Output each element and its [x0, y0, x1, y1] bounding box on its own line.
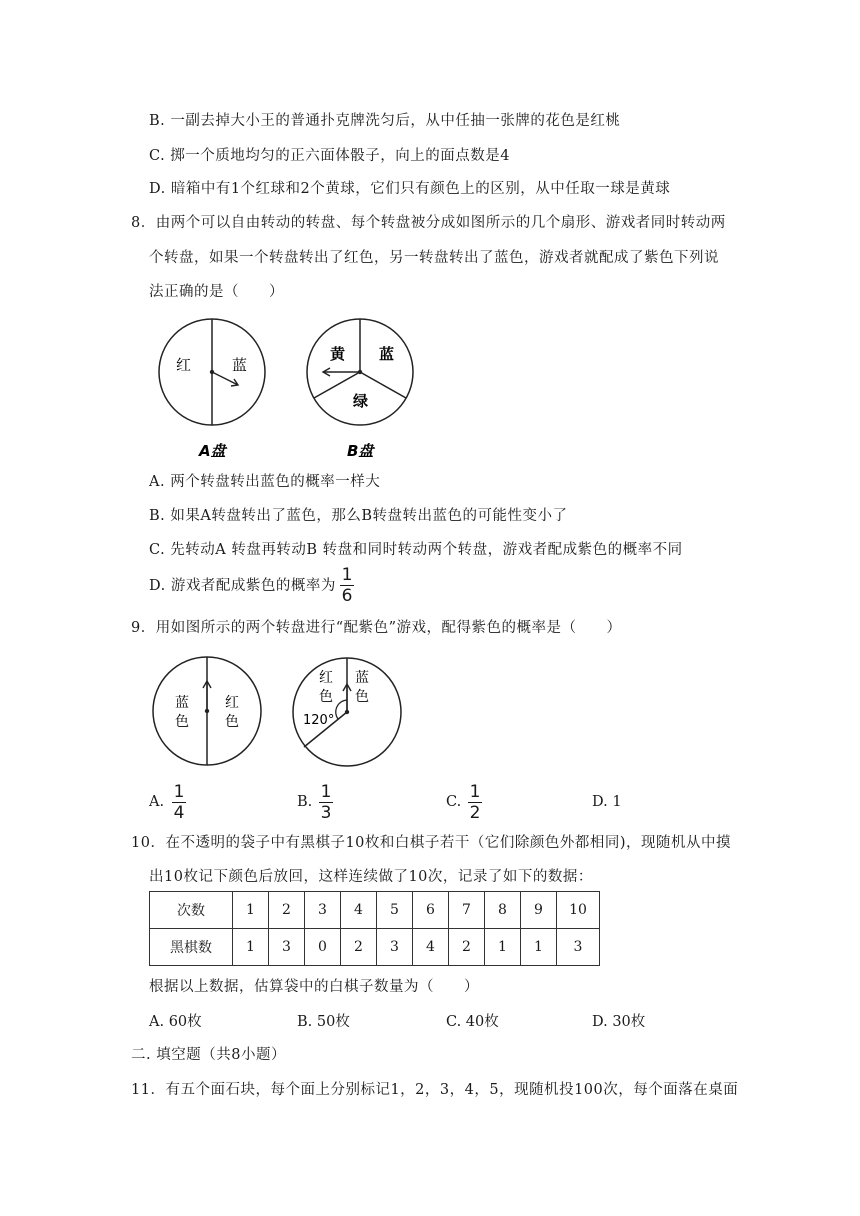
table-cell: 6 — [413, 892, 449, 929]
q8-option-d-fraction — [340, 566, 354, 605]
q10-stem-line1: 10．在不透明的袋子中有黑棋子10枚和白棋子若干（它们除颜色外都相同)，现随机从中摸 — [131, 835, 732, 851]
table-cell: 4 — [413, 929, 449, 966]
table-cell: 3 — [557, 929, 600, 966]
q9-option-c-fraction — [468, 783, 482, 822]
spinner-b-svg — [303, 312, 423, 462]
table-cell: 2 — [341, 929, 377, 966]
q8-stem-line1: 8．由两个可以自由转动的转盘、每个转盘被分成如图所示的几个扇形、游戏者同时转动两 — [131, 215, 726, 231]
q9-option-a-label: A. — [149, 794, 165, 810]
spinner-a-red-label: 红 — [176, 356, 192, 374]
table-header-cell: 黑棋数 — [150, 929, 233, 966]
spinner-a-caption: A盘 — [199, 442, 226, 460]
q7-option-b: B. 一副去掉大小王的普通扑克牌洗匀后，从中任抽一张牌的花色是红桃 — [149, 113, 621, 129]
q10-option-a: A. 60枚 — [149, 1014, 202, 1030]
table-cell: 3 — [305, 892, 341, 929]
table-row — [150, 892, 600, 929]
fraction-numerator: 1 — [341, 565, 353, 585]
table-cell: 2 — [269, 892, 305, 929]
q8-option-b: B. 如果A转盘转出了蓝色，那么B转盘转出蓝色的可能性变小了 — [149, 508, 568, 524]
spinner-b-figure — [303, 312, 423, 466]
table-cell: 10 — [557, 892, 600, 929]
spinner-9a-right-char1: 红 — [225, 695, 239, 711]
fraction-denominator: 3 — [320, 803, 332, 824]
q11-stem-line1: 11．有五个面石块，每个面上分别标记1，2，3，4，5，现随机投100次，每个面落在桌面 — [131, 1082, 739, 1098]
table-cell: 0 — [305, 929, 341, 966]
table-cell: 7 — [449, 892, 485, 929]
spinner-9a-left-char1: 蓝 — [175, 695, 189, 711]
spinner-9b-svg — [290, 654, 410, 770]
q10-option-d: D. 30枚 — [592, 1014, 646, 1030]
spinner-9b-figure — [290, 654, 410, 774]
fraction-numerator: 1 — [320, 782, 332, 802]
spinner-b-green-label: 绿 — [353, 392, 369, 410]
spinner-b-caption: B盘 — [347, 442, 374, 460]
table-cell: 1 — [521, 929, 557, 966]
table-cell: 1 — [233, 892, 269, 929]
q10-option-b: B. 50枚 — [297, 1014, 350, 1030]
fraction-denominator: 2 — [469, 803, 481, 824]
q10-option-c: C. 40枚 — [446, 1014, 499, 1030]
table-cell: 1 — [485, 929, 521, 966]
table-cell: 1 — [233, 929, 269, 966]
table-header-cell: 次数 — [150, 892, 233, 929]
spinner-a-figure — [155, 312, 275, 466]
q8-option-d-prefix: D. 游戏者配成紫色的概率为 — [149, 578, 336, 594]
spinner-9b-left-char2: 色 — [319, 689, 333, 705]
section-heading-fill-in: 二. 填空题（共8小题） — [131, 1047, 286, 1063]
q9-option-a-fraction — [172, 783, 186, 822]
spinner-a-blue-label: 蓝 — [232, 356, 248, 374]
spinner-9a-right-char2: 色 — [225, 714, 239, 730]
spinner-9b-right-char2: 色 — [355, 689, 369, 705]
q9-option-b-label: B. — [297, 794, 313, 810]
q7-option-d: D. 暗箱中有1个红球和2个黄球，它们只有颜色上的区别，从中任取一球是黄球 — [149, 181, 671, 197]
spinner-a-svg — [155, 312, 275, 462]
q8-stem-line3: 法正确的是（ ） — [149, 284, 284, 300]
q9-stem: 9．用如图所示的两个转盘进行“配紫色”游戏，配得紫色的概率是（ ） — [131, 620, 622, 636]
table-cell: 2 — [449, 929, 485, 966]
q8-option-c: C. 先转动A 转盘再转动B 转盘和同时转动两个转盘，游戏者配成紫色的概率不同 — [149, 542, 683, 558]
table-cell: 9 — [521, 892, 557, 929]
q9-option-d-label: D. — [592, 794, 608, 810]
fraction-numerator: 1 — [469, 782, 481, 802]
fraction-numerator: 1 — [173, 782, 185, 802]
fraction-denominator: 4 — [173, 803, 185, 824]
spinner-b-blue-label: 蓝 — [379, 345, 395, 363]
q9-option-d — [592, 792, 622, 812]
spinner-9b-left-char1: 红 — [319, 670, 333, 686]
q8-option-a: A. 两个转盘转出蓝色的概率一样大 — [149, 474, 381, 490]
q9-option-d-value: 1 — [612, 794, 622, 810]
spinner-9b-right-char1: 蓝 — [355, 670, 369, 686]
q10-stem-line2: 出10枚记下颜色后放回，这样连续做了10次，记录了如下的数据： — [149, 869, 593, 885]
q8-stem-line2: 个转盘，如果一个转盘转出了红色，另一转盘转出了蓝色，游戏者就配成了紫色下列说 — [149, 250, 719, 266]
spinner-9a-svg — [150, 654, 270, 770]
fraction-denominator: 6 — [341, 586, 353, 607]
table-cell: 5 — [377, 892, 413, 929]
table-cell: 8 — [485, 892, 521, 929]
table-cell: 4 — [341, 892, 377, 929]
q9-option-b-fraction — [319, 783, 333, 822]
q10-question-prompt: 根据以上数据，估算袋中的白棋子数量为（ ） — [149, 979, 479, 995]
table-cell: 3 — [269, 929, 305, 966]
spinner-b-yellow-label: 黄 — [330, 345, 346, 363]
table-row — [150, 929, 600, 966]
q9-option-c-label: C. — [446, 794, 462, 810]
q7-option-c: C. 掷一个质地均匀的正六面体骰子，向上的面点数是4 — [149, 148, 511, 164]
spinner-9b-angle-label: 120° — [303, 713, 335, 728]
q10-data-table — [149, 891, 600, 966]
spinner-9a-figure — [150, 654, 270, 774]
table-cell: 3 — [377, 929, 413, 966]
spinner-9a-left-char2: 色 — [175, 714, 189, 730]
